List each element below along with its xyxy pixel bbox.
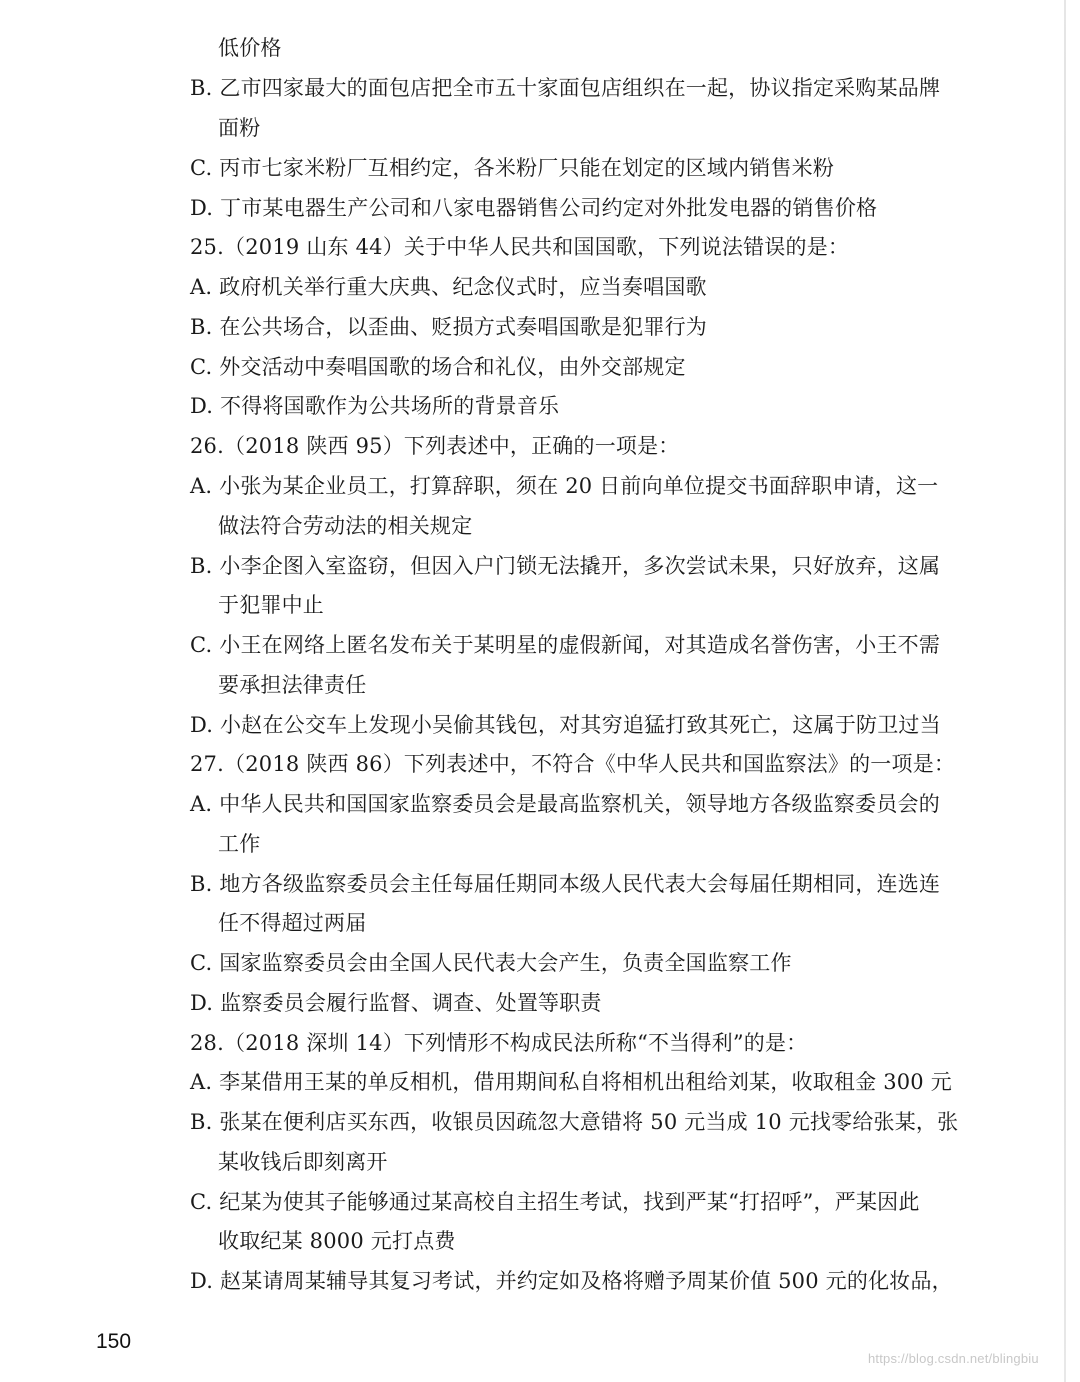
text-line: D. 不得将国歌作为公共场所的背景音乐 [190, 394, 560, 418]
text-line: 收取纪某 8000 元打点费 [218, 1229, 456, 1253]
text-line: 低价格 [218, 36, 282, 60]
text-line: 要承担法律责任 [218, 673, 367, 697]
question-25-heading: 25.（2019 山东 44）关于中华人民共和国国歌，下列说法错误的是： [190, 235, 850, 259]
text-line: C. 丙市七家米粉厂互相约定，各米粉厂只能在划定的区域内销售米粉 [190, 156, 835, 180]
text-line: 任不得超过两届 [218, 911, 367, 935]
text-line: C. 国家监察委员会由全国人民代表大会产生，负责全国监察工作 [190, 951, 792, 975]
text-line: 面粉 [218, 116, 261, 140]
text-line: 于犯罪中止 [218, 593, 324, 617]
text-line: D. 赵某请周某辅导其复习考试，并约定如及格将赠予周某价值 500 元的化妆品， [190, 1269, 953, 1293]
text-line: B. 在公共场合，以歪曲、贬损方式奏唱国歌是犯罪行为 [190, 315, 707, 339]
text-line: A. 中华人民共和国国家监察委员会是最高监察机关，领导地方各级监察委员会的 [190, 792, 940, 816]
page-edge-shadow [1064, 0, 1066, 1382]
text-line: C. 外交活动中奏唱国歌的场合和礼仪，由外交部规定 [190, 355, 686, 379]
page-number: 150 [96, 1330, 132, 1353]
text-line: B. 地方各级监察委员会主任每届任期同本级人民代表大会每届任期相同，连选连 [190, 872, 941, 896]
text-line: B. 小李企图入室盗窃，但因入户门锁无法撬开，多次尝试未果，只好放弃，这属 [190, 554, 941, 578]
question-26-heading: 26.（2018 陕西 95）下列表述中，正确的一项是： [190, 434, 680, 458]
text-line: D. 监察委员会履行监督、调查、处置等职责 [190, 991, 602, 1015]
text-line: D. 丁市某电器生产公司和八家电器销售公司约定对外批发电器的销售价格 [190, 196, 878, 220]
text-line: 某收钱后即刻离开 [218, 1150, 388, 1174]
text-line: C. 小王在网络上匿名发布关于某明星的虚假新闻，对其造成名誉伤害，小王不需 [190, 633, 941, 657]
text-line: B. 张某在便利店买东西，收银员因疏忽大意错将 50 元当成 10 元找零给张某，张 [190, 1110, 959, 1134]
watermark-url: https://blog.csdn.net/blingbiu [868, 1351, 1039, 1366]
text-line: C. 纪某为使其子能够通过某高校自主招生考试，找到严某“打招呼”，严某因此 [190, 1190, 920, 1214]
text-line: 做法符合劳动法的相关规定 [218, 514, 473, 538]
text-line: D. 小赵在公交车上发现小吴偷其钱包，对其穷追猛打致其死亡，这属于防卫过当 [190, 713, 941, 737]
text-line: 工作 [218, 832, 261, 856]
text-line: A. 政府机关举行重大庆典、纪念仪式时，应当奏唱国歌 [190, 275, 707, 299]
text-line: A. 李某借用王某的单反相机，借用期间私自将相机出租给刘某，收取租金 300 元 [190, 1070, 952, 1094]
text-line: B. 乙市四家最大的面包店把全市五十家面包店组织在一起，协议指定采购某品牌 [190, 76, 941, 100]
text-line: A. 小张为某企业员工，打算辞职，须在 20 日前向单位提交书面辞职申请，这一 [190, 474, 939, 498]
question-27-heading: 27.（2018 陕西 86）下列表述中，不符合《中华人民共和国监察法》的一项是： [190, 752, 956, 776]
question-28-heading: 28.（2018 深圳 14）下列情形不构成民法所称“不当得利”的是： [190, 1031, 808, 1055]
